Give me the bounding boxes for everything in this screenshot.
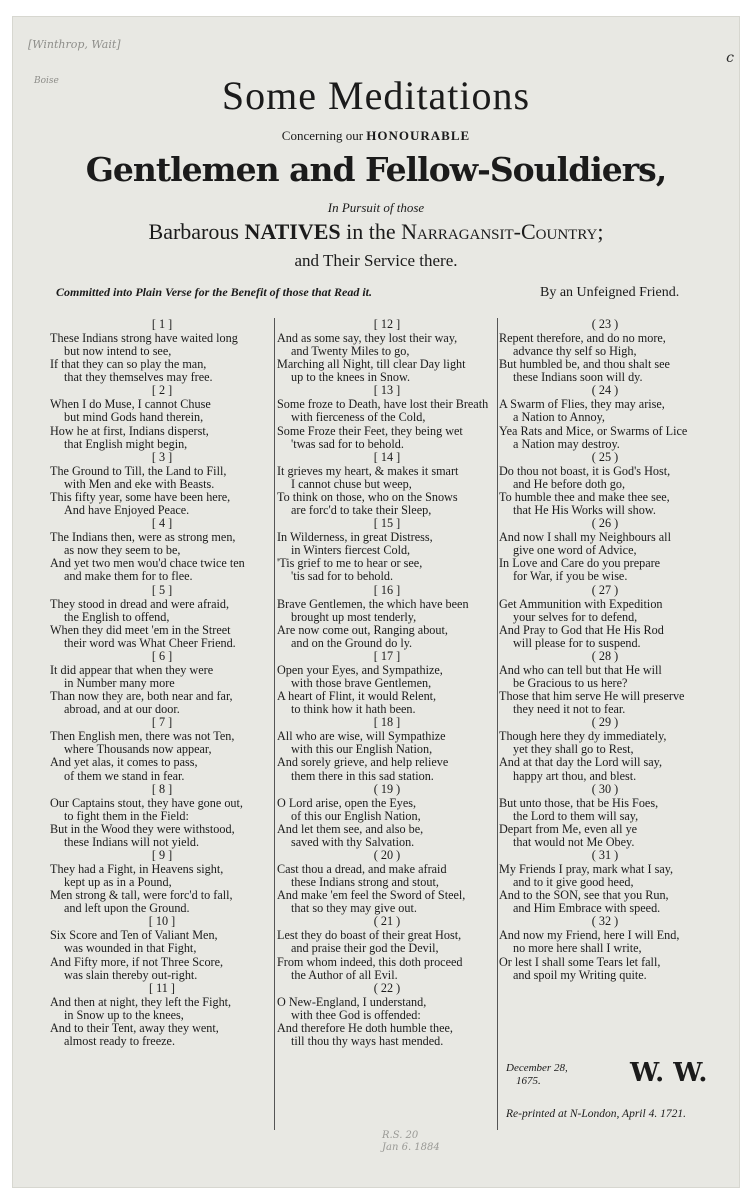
verse-line: yet they shall go to Rest, (513, 743, 634, 757)
verse-line: with thee God is offended: (291, 1008, 421, 1022)
verse-line: of them we stand in fear. (64, 769, 185, 783)
verse-line: And yet alas, it comes to pass, (50, 756, 198, 770)
verse-line: was slain thereby out-right. (64, 968, 198, 982)
verse-line: for War, if you be wise. (513, 570, 628, 584)
stanza-number: ( 21 ) (373, 914, 401, 929)
verse-line: The Indians then, were as strong men, (50, 531, 236, 545)
verse-line: Some froze to Death, have lost their Breath (277, 398, 489, 412)
verse-line: in Snow up to the knees, (64, 1008, 184, 1022)
verse-line: Those that him serve He will preserve (499, 690, 685, 704)
verse-column-1 (50, 318, 274, 1048)
verse-line: Some Froze their Feet, they being wet (277, 424, 463, 438)
verse-line: When they did meet 'em in the Street (50, 623, 231, 637)
verse-line: that they themselves may free. (64, 371, 213, 385)
stanza-number: ( 24 ) (591, 383, 619, 398)
verse-line: to fight them in the Field: (64, 809, 189, 823)
verse-line: Though here they dy immediately, (499, 730, 667, 744)
verse-line: almost ready to freeze. (64, 1035, 175, 1049)
stanza-number: [ 14 ] (373, 449, 401, 464)
concerning-text: Concerning our (281, 128, 364, 143)
stanza-number: [ 7 ] (151, 715, 173, 730)
column-rule (274, 318, 275, 1130)
heading-service: and Their Service there. (294, 251, 458, 270)
verse-line: with those brave Gentlemen, (291, 676, 432, 690)
stamp-line-1: R.S. 20 (382, 1130, 419, 1141)
verse-line: All who are wise, will Sympathize (277, 730, 446, 744)
verse-line: 'Tis grief to me to hear or see, (277, 557, 423, 571)
verse-line: but now intend to see, (64, 345, 172, 359)
verse-line: To think on those, who on the Snows (277, 490, 458, 504)
verse-line: the Author of all Evil. (291, 968, 398, 982)
stanza (277, 384, 497, 450)
verse-line: In Wilderness, in great Distress, (277, 531, 433, 545)
stanza (50, 451, 274, 517)
verse-line: that would not Me Obey. (513, 835, 635, 849)
stanza (277, 584, 497, 650)
verse-line: And Fifty more, if not Three Score, (50, 955, 224, 969)
verse-line: And who can tell but that He will (499, 663, 662, 677)
verse-line: their word was What Cheer Friend. (64, 636, 236, 650)
stanza-number: ( 25 ) (591, 449, 619, 464)
verse-line: till thou thy ways hast mended. (291, 1035, 444, 1049)
stanza-number: [ 11 ] (149, 980, 175, 995)
verse-line: as now they seem to be, (64, 544, 181, 558)
verse-line: they need it not to fear. (513, 703, 626, 717)
verse-line: and praise their god the Devil, (291, 942, 439, 956)
stanza-number: ( 28 ) (591, 648, 619, 663)
verse-line: But in the Wood they were withstood, (50, 822, 235, 836)
stanza (50, 849, 274, 915)
stanza (277, 318, 497, 384)
verse-line: these Indians strong and stout, (291, 876, 439, 890)
verse-line: Are now come out, Ranging about, (277, 623, 448, 637)
year-text: 1675. (516, 1075, 541, 1087)
verse-line: Depart from Me, even all ye (499, 822, 638, 836)
column-rule (497, 318, 498, 1130)
verse-line: abroad, and at our door. (64, 703, 180, 717)
verse-line: And now I shall my Neighbours all (499, 531, 671, 545)
stamp-line-2: Jan 6. 1884 (382, 1142, 440, 1153)
corner-mark: c (726, 50, 734, 66)
stanza-number: [ 18 ] (373, 715, 401, 730)
verse-line: are forc'd to take their Sleep, (291, 504, 432, 518)
verse-line: Then English men, there was not Ten, (50, 730, 235, 744)
verse-line: was wounded in that Fight, (64, 942, 197, 956)
date-text: December 28, (506, 1062, 568, 1074)
verse-line: 'tis sad for to behold. (291, 570, 394, 584)
verse-line: advance thy self so High, (513, 345, 637, 359)
stanza (499, 849, 711, 915)
verse-line: that so they may give out. (291, 902, 417, 916)
verse-line: a Nation to Annoy, (513, 411, 605, 425)
stanza-number: ( 31 ) (591, 848, 619, 862)
verse-line: them there in this sad station. (291, 769, 434, 783)
verse-line: with this our English Nation, (291, 743, 433, 757)
verse-line: these Indians soon will dy. (513, 371, 643, 385)
stanza (277, 650, 497, 716)
verse-line: and Twenty Miles to go, (291, 345, 410, 359)
stanza-number: [ 1 ] (151, 317, 173, 331)
verse-line: O Lord arise, open the Eyes, (277, 796, 417, 810)
verse-line: They stood in dread and were afraid, (50, 597, 230, 611)
stanza-number: [ 2 ] (151, 383, 173, 398)
verse-line: happy art thou, and blest. (513, 769, 637, 783)
verse-line: It did appear that when they were (50, 663, 214, 677)
verse-line: And as some say, they lost their way, (277, 332, 458, 345)
verse-line: The Ground to Till, the Land to Fill, (50, 464, 227, 478)
verse-line: Than now they are, both near and far, (50, 690, 233, 704)
stanza (50, 783, 274, 849)
verse-line: And therefore He doth humble thee, (277, 1021, 453, 1035)
verse-line: When I do Muse, I cannot Chuse (50, 398, 211, 412)
stanza (50, 915, 274, 981)
natives-text: NATIVES (244, 219, 341, 244)
verse-line: My Friends I pray, mark what I say, (499, 863, 674, 876)
stanza-number: ( 30 ) (591, 781, 619, 796)
verse-line: I cannot chuse but weep, (291, 477, 412, 491)
stanza-number: ( 29 ) (591, 715, 619, 730)
stanza (499, 716, 711, 782)
verse-line: And make 'em feel the Sword of Steel, (277, 889, 466, 903)
stanza-number: ( 20 ) (373, 848, 401, 862)
verse-line: A heart of Flint, it would Relent, (277, 690, 437, 704)
committed-line: Committed into Plain Verse for the Benefit of those that Read it. (56, 285, 373, 299)
verse-line: And Pray to God that He His Rod (499, 623, 664, 637)
verse-line: and He before doth go, (513, 477, 626, 491)
verse-line: and Him Embrace with speed. (513, 902, 661, 916)
verse-line: To humble thee and make thee see, (499, 490, 670, 504)
subtitle-concerning (0, 128, 752, 144)
stanza (499, 384, 711, 450)
stanza (50, 318, 274, 384)
stanza (50, 982, 274, 1048)
stanza (499, 517, 711, 583)
verse-line: saved with thy Salvation. (291, 835, 415, 849)
verse-line: Six Score and Ten of Valiant Men, (50, 929, 218, 943)
library-stamp (382, 1130, 440, 1154)
verse-line: Open your Eyes, and Sympathize, (277, 663, 443, 677)
verse-line: with fierceness of the Cold, (291, 411, 426, 425)
verse-line: where Thousands now appear, (64, 743, 212, 757)
verse-line: If that they can so play the man, (50, 358, 207, 372)
stanza-number: [ 15 ] (373, 516, 401, 531)
verse-line: Repent therefore, and do no more, (499, 332, 666, 345)
dateline (506, 1062, 568, 1088)
stanza-number: [ 3 ] (151, 449, 173, 464)
stanza (277, 849, 497, 915)
verse-column-2 (277, 318, 497, 1048)
archive-annotation: [Winthrop, Wait] (28, 38, 121, 51)
verse-line: up to the knees in Snow. (291, 371, 411, 385)
verse-line: Our Captains stout, they have gone out, (50, 796, 243, 810)
stanza (277, 982, 497, 1048)
stanza-number: ( 22 ) (373, 980, 401, 995)
verse-line: And let them see, and also be, (277, 822, 424, 836)
verse-line: in Number many more (64, 676, 175, 690)
verse-line: But humbled be, and thou shalt see (499, 358, 670, 372)
stanza-number: ( 26 ) (591, 516, 619, 531)
verse-line: And at that day the Lord will say, (499, 756, 663, 770)
verse-line: the Lord to them will say, (513, 809, 639, 823)
stanza (277, 517, 497, 583)
stanza-number: [ 13 ] (373, 383, 401, 398)
honourable-text: HONOURABLE (366, 128, 471, 143)
verse-line: But unto those, that be His Foes, (499, 796, 659, 810)
stanza-number: [ 8 ] (151, 781, 173, 796)
verse-line: It grieves my heart, & makes it smart (277, 464, 459, 478)
heading-natives (0, 219, 752, 245)
verse-line: will please for to suspend. (513, 636, 641, 650)
stanza-number: [ 10 ] (148, 914, 176, 929)
stanza-number: [ 5 ] (151, 582, 173, 597)
stanza-number: ( 23 ) (591, 317, 619, 331)
verse-line: and to it give good heed, (513, 876, 634, 890)
stanza (499, 783, 711, 849)
verse-line: And to the SON, see that you Run, (499, 889, 669, 903)
verse-line: Cast thou a dread, and make afraid (277, 863, 447, 876)
verse-line: This fifty year, some have been here, (50, 490, 231, 504)
verse-line: with Men and eke with Beasts. (64, 477, 215, 491)
archive-annotation-2: Boise (34, 76, 59, 86)
verse-column-3 (499, 318, 711, 982)
stanza-number: [ 4 ] (151, 516, 173, 531)
stanza-number: ( 27 ) (591, 582, 619, 597)
in-the-text: in the (346, 219, 396, 244)
stanza (50, 650, 274, 716)
verse-line: give one word of Advice, (513, 544, 637, 558)
stanza-number: [ 17 ] (373, 648, 401, 663)
verse-line: Men strong & tall, were forc'd to fall, (50, 889, 233, 903)
stanza (499, 318, 711, 384)
verse-line: but mind Gods hand therein, (64, 411, 204, 425)
verse-line: And sorely grieve, and help relieve (277, 756, 449, 770)
verse-line: Brave Gentlemen, the which have been (277, 597, 469, 611)
verse-line: Marching all Night, till clear Day light (277, 358, 466, 372)
verse-line: that He His Works will show. (513, 504, 656, 518)
verse-line: Or lest I shall some Tears let fall, (499, 955, 661, 969)
verse-line: of this our English Nation, (291, 809, 421, 823)
verse-line: How he at first, Indians disperst, (50, 424, 209, 438)
stanza (50, 716, 274, 782)
stanza (277, 915, 497, 981)
verse-line: no more here shall I write, (513, 942, 642, 956)
stanza (499, 915, 711, 981)
verse-line: and spoil my Writing quite. (513, 968, 647, 982)
stanza-number: ( 32 ) (591, 914, 619, 929)
stanza-number: ( 19 ) (373, 781, 401, 796)
verse-line: And now my Friend, here I will End, (499, 929, 680, 943)
verse-line: They had a Fight, in Heavens sight, (50, 863, 224, 876)
verse-line: be Gracious to us here? (513, 676, 628, 690)
author-line: By an Unfeigned Friend. (540, 285, 680, 300)
verse-line: a Nation may destroy. (513, 437, 620, 451)
black-letter-heading: Gentlemen and Fellow-Souldiers, (85, 150, 667, 189)
stanza (499, 584, 711, 650)
verse-line: your selves for to defend, (513, 610, 638, 624)
stanza-number: [ 6 ] (151, 648, 173, 663)
verse-line: and make them for to flee. (64, 570, 193, 584)
reprint-line: Re-printed at N-London, April 4. 1721. (506, 1108, 686, 1120)
verse-line: kept up as in a Pound, (64, 876, 172, 890)
stanza-number: [ 12 ] (373, 317, 401, 331)
stanza (50, 584, 274, 650)
country-text: Narragansit-Country; (401, 219, 604, 244)
stanza (277, 451, 497, 517)
verse-line: and left upon the Ground. (64, 902, 190, 916)
verse-line: these Indians will not yield. (64, 835, 200, 849)
stanza-number: [ 9 ] (151, 848, 173, 862)
verse-line: the English to offend, (64, 610, 170, 624)
verse-line: in Winters fiercest Cold, (291, 544, 411, 558)
verse-line: Do thou not boast, it is God's Host, (499, 464, 671, 478)
verse-line: Get Ammunition with Expedition (499, 597, 663, 611)
verse-line: that English might begin, (64, 437, 188, 451)
verse-line: A Swarm of Flies, they may arise, (499, 398, 665, 412)
verse-line: Lest they do boast of their great Host, (277, 929, 462, 943)
verse-line: brought up most tenderly, (291, 610, 417, 624)
stanza (277, 716, 497, 782)
stanza (499, 650, 711, 716)
stanza (277, 783, 497, 849)
page-title: Some Meditations (221, 73, 531, 118)
verse-line: And to their Tent, away they went, (50, 1021, 219, 1035)
stanza (50, 517, 274, 583)
stanza (50, 384, 274, 450)
verse-line: 'twas sad for to behold. (291, 437, 404, 451)
verse-line: And then at night, they left the Fight, (50, 995, 232, 1009)
verse-line: to think how it hath been. (291, 703, 416, 717)
verse-line: And yet two men wou'd chace twice ten (50, 557, 245, 571)
barbarous-text: Barbarous (148, 219, 239, 244)
verse-line: Yea Rats and Mice, or Swarms of Lice (499, 424, 688, 438)
verse-line: From whom indeed, this doth proceed (277, 955, 463, 969)
signature-initials: W. W. (630, 1058, 708, 1088)
stanza (499, 451, 711, 517)
subtitle-pursuit: In Pursuit of those (327, 200, 425, 215)
verse-line: In Love and Care do you prepare (499, 557, 661, 571)
verse-line: And have Enjoyed Peace. (64, 504, 190, 518)
verse-line: and on the Ground do ly. (291, 636, 413, 650)
stanza-number: [ 16 ] (373, 582, 401, 597)
verse-line: O New-England, I understand, (277, 995, 427, 1009)
verse-line: These Indians strong have waited long (50, 332, 238, 345)
